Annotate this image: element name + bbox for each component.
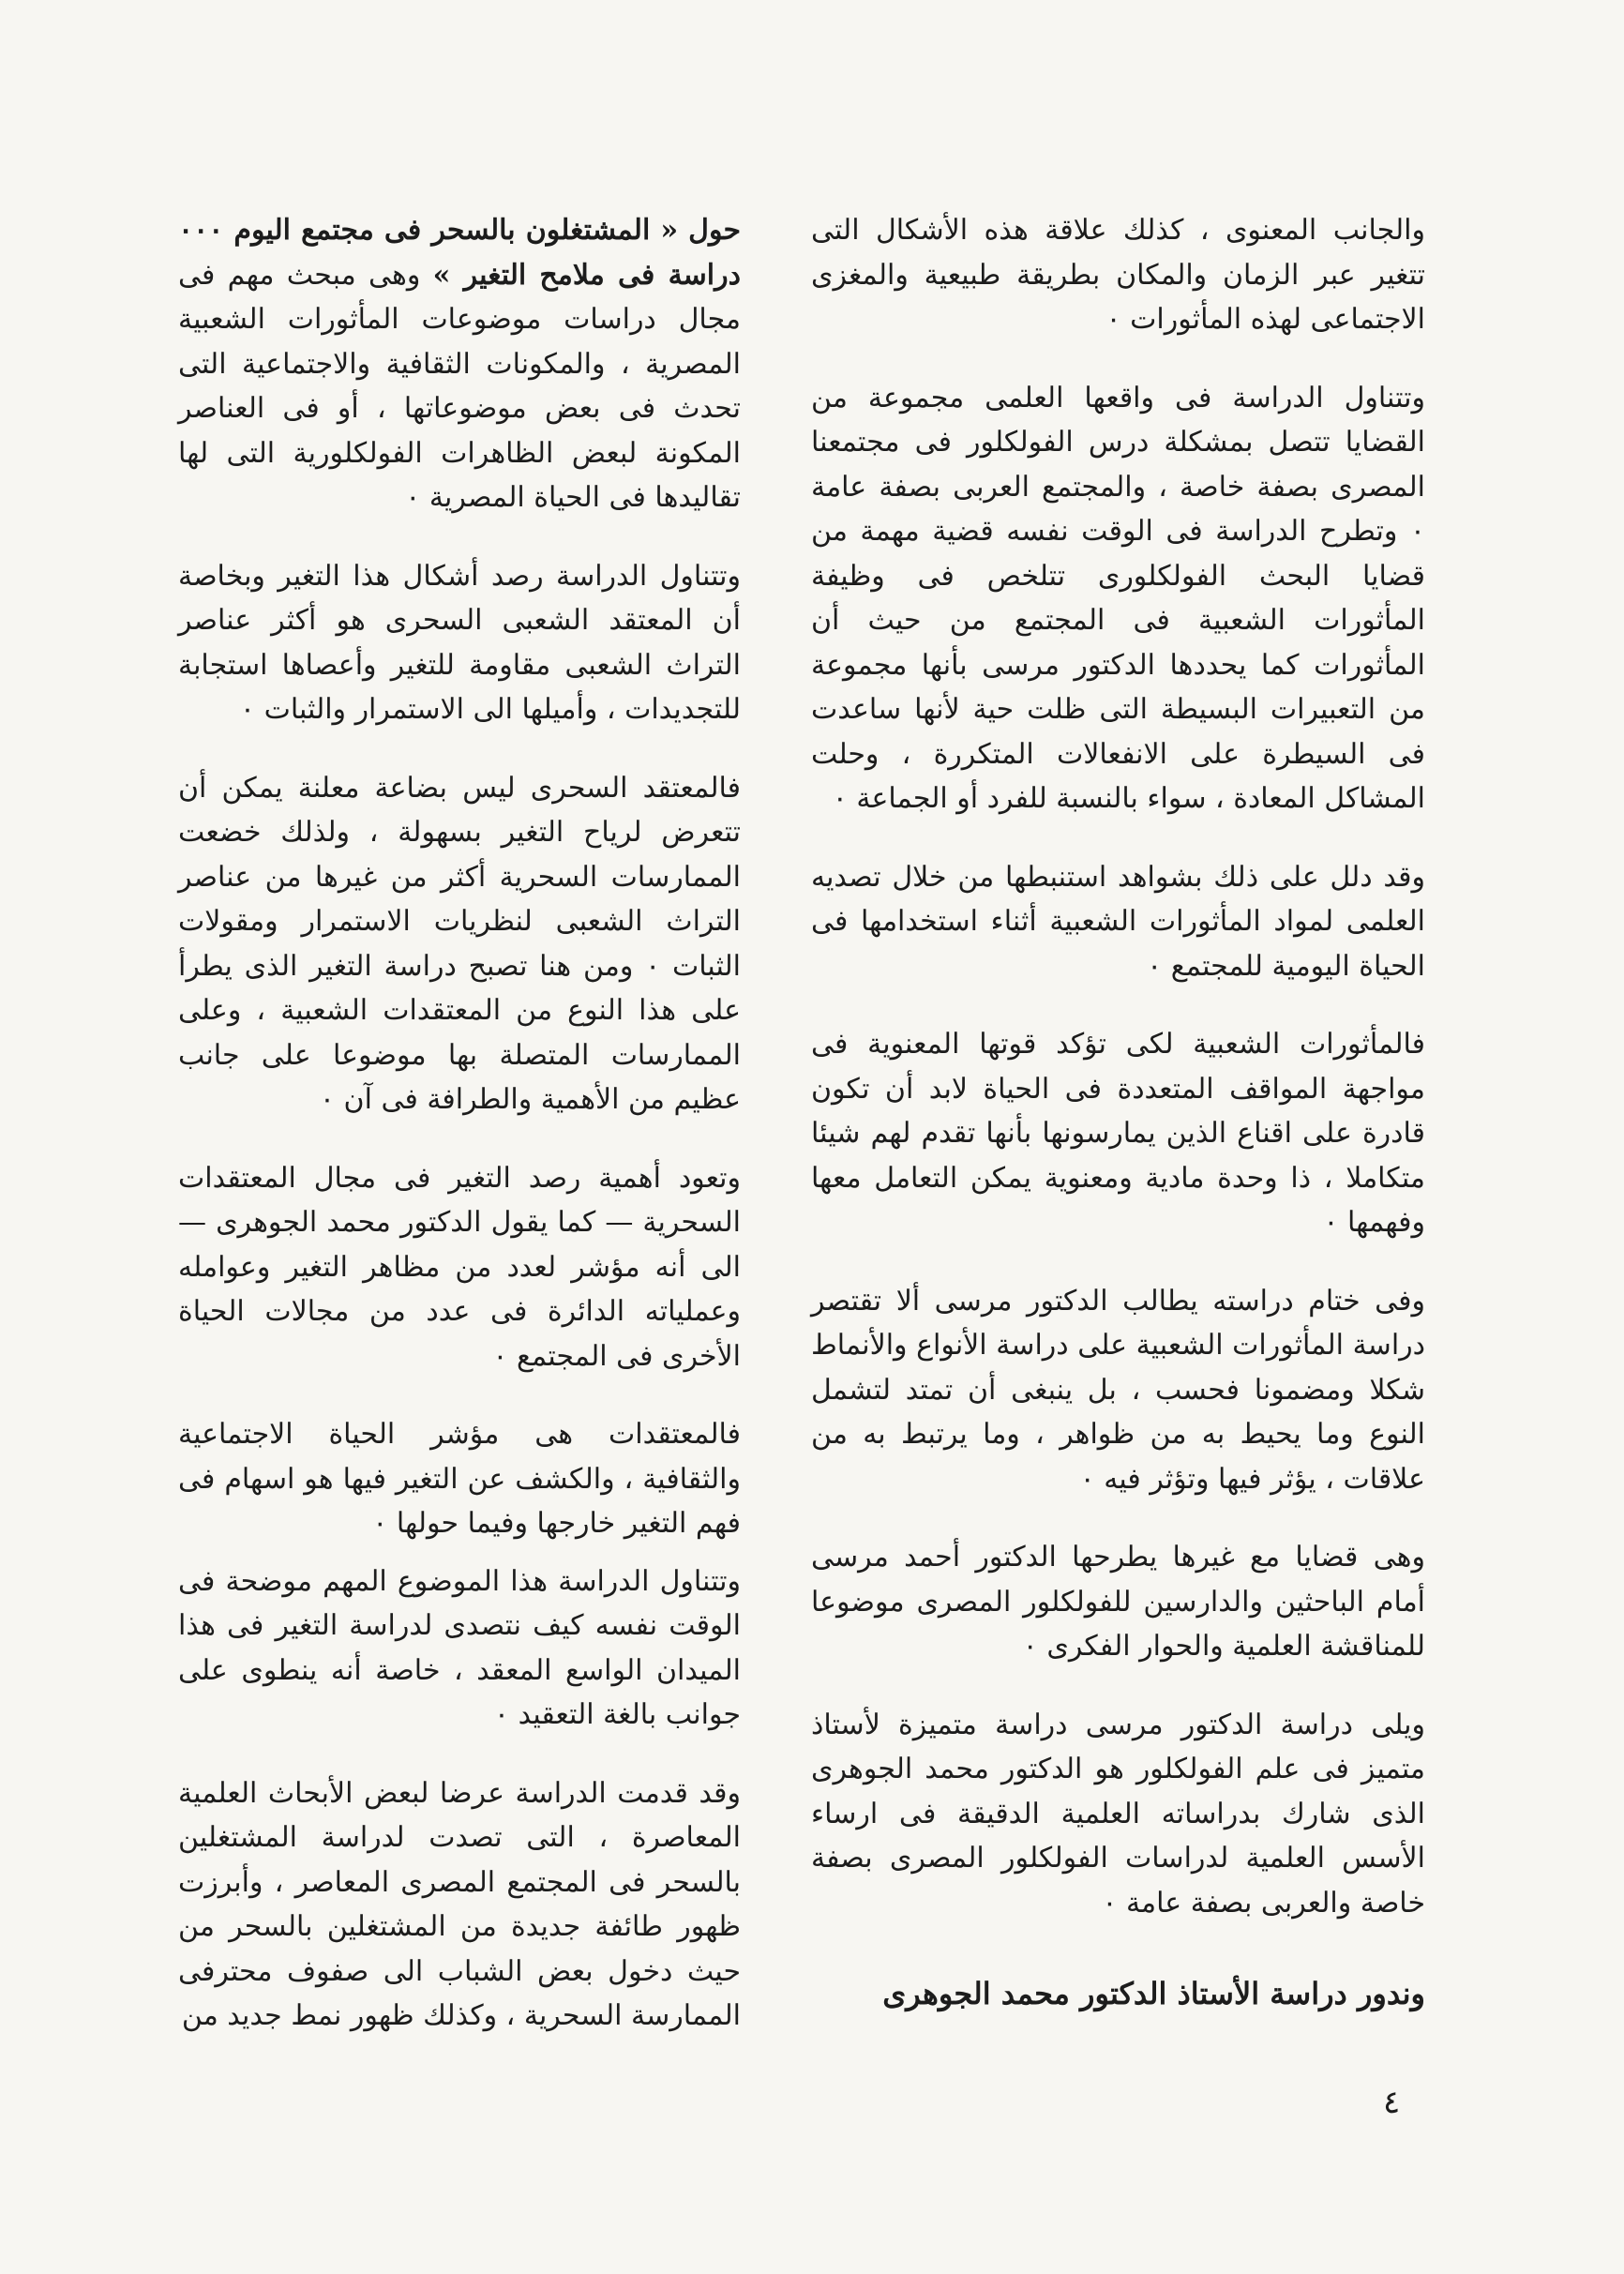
paragraph: وتتناول الدراسة هذا الموضوع المهم موضحة فى الوقت نفسه كيف نتصدى لدراسة التغير فى هذا الميدان الواسع المعقد ، خاصة أنه ينطوى على جوانب بالغة التعقيد ٠ bbox=[178, 1564, 741, 1731]
paragraph: وتعود أهمية رصد التغير فى مجال المعتقدات السحرية — كما يقول الدكتور محمد الجوهرى — الى أنه مؤشر لعدد من مظاهر التغير وعوامله وعملياته الدائرة فى عدد من مجالات الحياة الأخرى فى المجتمع ٠ bbox=[178, 1161, 741, 1373]
paragraph: وهى قضايا مع غيرها يطرحها الدكتور أحمد مرسى أمام الباحثين والدارسين للفولكلور المصرى موضوعا للمناقشة العلمية والحوار الفكرى ٠ bbox=[811, 1541, 1425, 1663]
paragraph: وتتناول الدراسة رصد أشكال هذا التغير وبخاصة أن المعتقد الشعبى السحرى هو أكثر عناصر التراث الشعبى مقاومة للتغير وأعصاها استجابة للتجديدات ، وأميلها الى الاستمرار والثبات ٠ bbox=[178, 559, 741, 726]
paragraph: ويلى دراسة الدكتور مرسى دراسة متميزة لأستاذ متميز فى علم الفولكلور هو الدكتور محمد الجوهرى الذى شارك بدراساته العلمية الدقيقة فى ارساء الأسس العلمية لدراسات الفولكلور المصرى بصفة خاصة والعربى بصفة عامة ٠ bbox=[811, 1708, 1425, 1920]
page-number: ٤ bbox=[1383, 2084, 1401, 2121]
closing-line: وندور دراسة الأستاذ الدكتور محمد الجوهرى bbox=[882, 1976, 1425, 2011]
paragraph: فالمعتقد السحرى ليس بضاعة معلنة يمكن أن تتعرض لرياح التغير بسهولة ، ولذلك خضعت الممارسات السحرية أكثر من غيرها من عناصر التراث الشعبى لنظريات الاستمرار ومقولات الثبات ٠ ومن هنا تصبح دراسة التغير الذى يطرأ على هذا النوع من المعتقدات الشعبية ، وعلى الممارسات المتصلة بها موضوعا على جانب عظيم من الأهمية والطرافة فى آن ٠ bbox=[178, 771, 741, 1116]
right-text-column bbox=[811, 208, 1425, 2047]
paragraph: وتتناول الدراسة فى واقعها العلمى مجموعة من القضايا تتصل بمشكلة درس الفولكلور فى مجتمعنا المصرى بصفة خاصة ، والمجتمع العربى بصفة عامة ٠ وتطرح الدراسة فى الوقت نفسه قضية مهمة من قضايا البحث الفولكلورى تتلخص فى وظيفة المأثورات الشعبية فى المجتمع من حيث أن المأثورات كما يحددها الدكتور مرسى بأنها مجموعة من التعبيرات البسيطة التى ظلت حية لأنها ساعدت فى السيطرة على الانفعالات المتكررة ، وحلت المشاكل المعادة ، سواء بالنسبة للفرد أو الجماعة ٠ bbox=[811, 381, 1425, 815]
opening-paragraph bbox=[178, 208, 741, 520]
opening-paragraph-text: وهى مبحث مهم فى مجال دراسات موضوعات المأثورات الشعبية المصرية ، والمكونات الثقافية والاجتماعية التى تحدث فى بعض موضوعاتها ، أو فى العناصر المكونة لبعض الظاهرات الفولكلورية التى لها تقاليدها فى الحياة المصرية ٠ bbox=[178, 258, 741, 514]
article-lead: حول « المشتغلون بالسحر فى مجتمع اليوم ٠٠٠ دراسة فى ملامح التغير » bbox=[178, 214, 741, 292]
paragraph: وفى ختام دراسته يطالب الدكتور مرسى ألا تقتصر دراسة المأثورات الشعبية على دراسة الأنواع والأنماط شكلا ومضمونا فحسب ، بل ينبغى أن تمتد لتشمل النوع وما يحيط به من ظواهر ، وما يرتبط به من علاقات ، يؤثر فيها وتؤثر فيه ٠ bbox=[811, 1284, 1425, 1496]
paragraph: وقد دلل على ذلك بشواهد استنبطها من خلال تصديه العلمى لمواد المأثورات الشعبية أثناء استخدامها فى الحياة اليومية للمجتمع ٠ bbox=[811, 860, 1425, 983]
paragraph: فالمأثورات الشعبية لكى تؤكد قوتها المعنوية فى مواجهة المواقف المتعددة فى الحياة لابد أن تكون قادرة على اقناع الذين يمارسونها بأنها تقدم لهم شيئا متكاملا ، ذا وحدة مادية ومعنوية يمكن التعامل معها وفهمها ٠ bbox=[811, 1028, 1425, 1239]
paragraph: فالمعتقدات هى مؤشر الحياة الاجتماعية والثقافية ، والكشف عن التغير فيها هو اسهام فى فهم التغير خارجها وفيما حولها ٠ bbox=[178, 1418, 741, 1540]
paragraph: وقد قدمت الدراسة عرضا لبعض الأبحاث العلمية المعاصرة ، التى تصدت لدراسة المشتغلين بالسحر فى المجتمع المصرى المعاصر ، وأبرزت ظهور طائفة جديدة من المشتغلين بالسحر من حيث دخول بعض الشباب الى صفوف محترفى الممارسة السحرية ، وكذلك ظهور نمط جديد من bbox=[178, 1776, 741, 2032]
left-text-column bbox=[178, 208, 741, 2072]
paragraph: والجانب المعنوى ، كذلك علاقة هذه الأشكال التى تتغير عبر الزمان والمكان بطريقة طبيعية والمغزى الاجتماعى لهذه المأثورات ٠ bbox=[811, 214, 1425, 336]
